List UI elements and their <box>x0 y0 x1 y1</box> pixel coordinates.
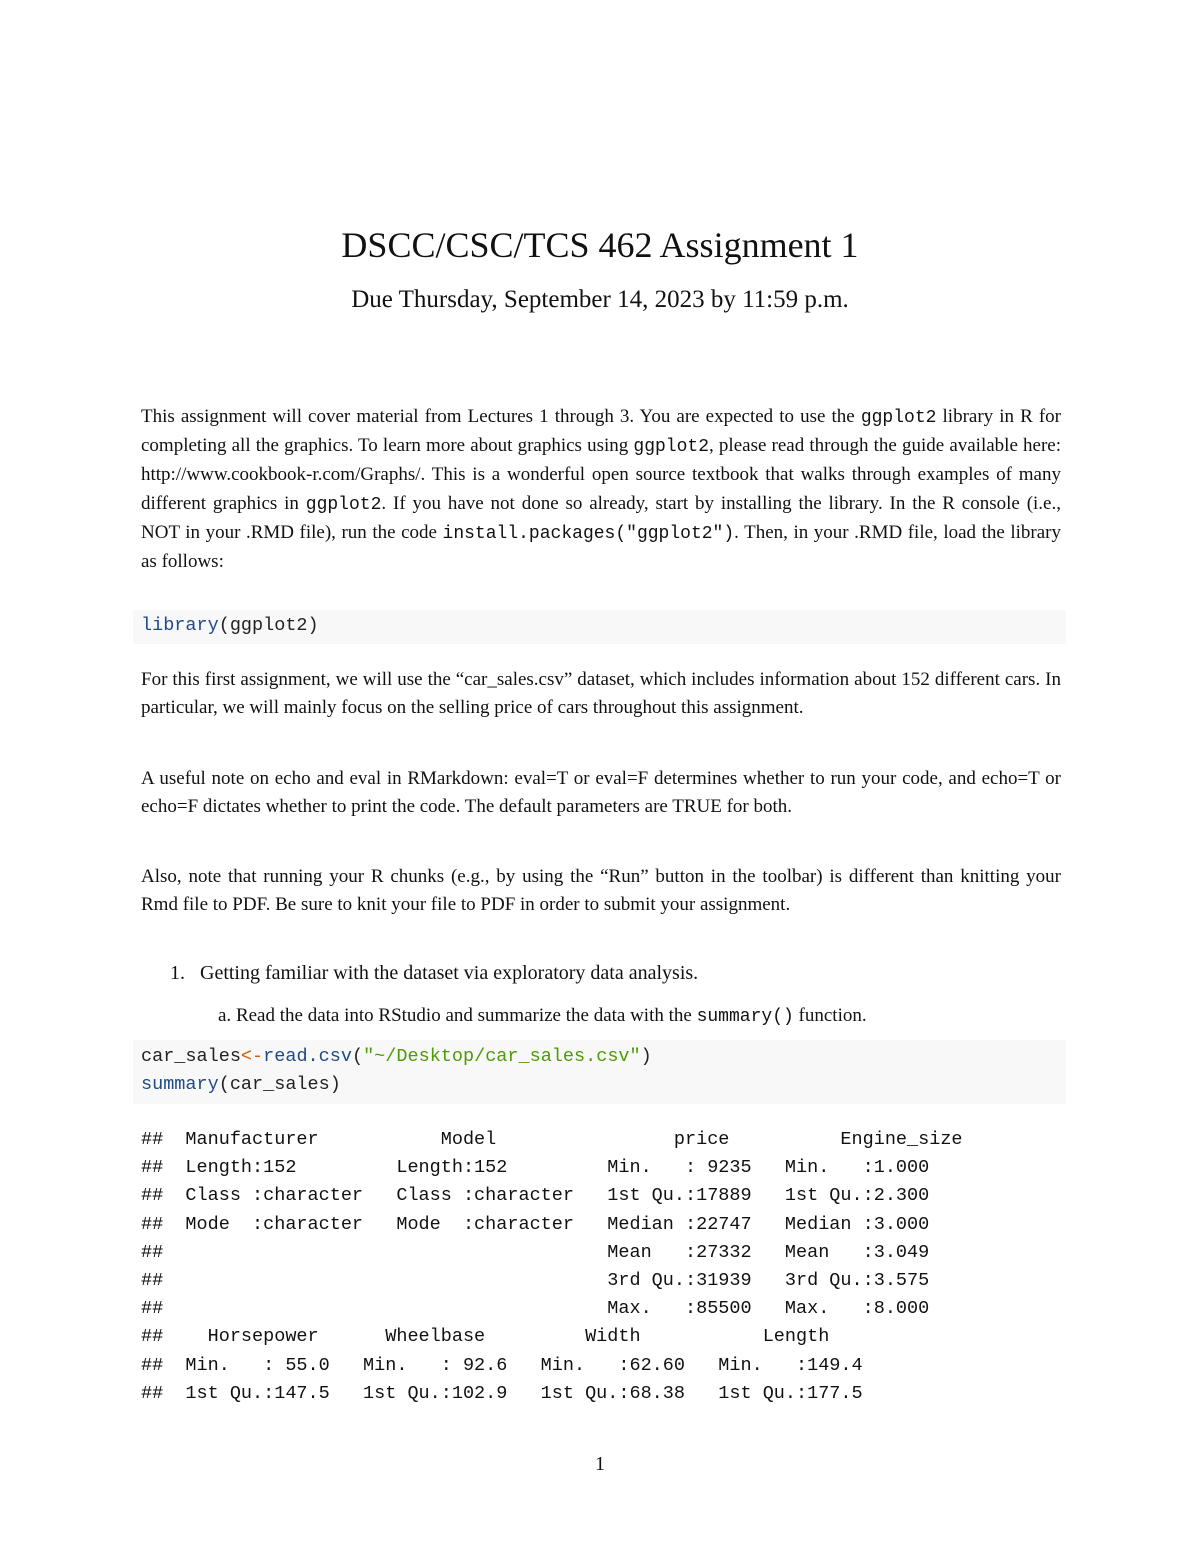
dataset-paragraph: For this first assignment, we will use the “car_sales.csv” dataset, which includes information about 152 different cars. In particular, we will mainly focus on the selling price of cars throughout this assignment. <box>141 669 1061 719</box>
code-args: (ggplot2) <box>218 615 319 636</box>
subquestion-text-1: Read the data into RStudio and summarize the data with the <box>235 1005 697 1026</box>
due-date: Due Thursday, September 14, 2023 by 11:59 p.m. <box>351 286 849 313</box>
inline-code-ggplot2: ggplot2 <box>633 437 710 458</box>
intro-text-3: , please read through the guide available here: http://www.cookbook-r.com/Graphs/. This is a wonderful open source textbook that walks through examples of many different graphics in <box>141 435 1061 514</box>
code-args: (car_sales) <box>218 1074 341 1095</box>
code-string: "~/Desktop/car_sales.csv" <box>363 1046 641 1067</box>
intro-text-2: library in R for completing all the graphics. To learn more about graphics using <box>141 406 1061 457</box>
inline-code-ggplot2: ggplot2 <box>860 408 937 428</box>
summary-output <box>141 1126 996 1408</box>
question-text: Getting familiar with the dataset via exploratory data analysis. <box>200 962 699 984</box>
output-line: ## 1st Qu.:147.5 1st Qu.:102.9 1st Qu.:68.38 1st Qu.:177.5 <box>141 1382 885 1404</box>
intro-text-5: . Then, in your .RMD file, load the library as follows: <box>141 521 1061 573</box>
output-line: ## Length:152 Length:152 Min. : 9235 Min. :1.000 <box>141 1157 952 1179</box>
output-line: ## Min. : 55.0 Min. : 92.6 Min. :62.60 Min. :149.4 <box>141 1354 885 1376</box>
output-line: ## Max. :85500 Max. :8.000 <box>141 1298 952 1320</box>
subquestion-label: a. <box>218 1005 232 1026</box>
subquestion-text-2: function. <box>793 1005 867 1026</box>
page-number: 1 <box>595 1453 605 1475</box>
question-number: 1. <box>170 962 185 984</box>
question-1a <box>218 1005 867 1027</box>
inline-code-ggplot2: ggplot2 <box>305 494 382 515</box>
output-line: ## 3rd Qu.:31939 3rd Qu.:3.575 <box>141 1270 952 1292</box>
page-title: DSCC/CSC/TCS 462 Assignment 1 <box>341 225 859 265</box>
output-line: ## Manufacturer Model price Engine_size <box>141 1129 996 1150</box>
code-variable: car_sales <box>141 1046 241 1067</box>
output-line: ## Horsepower Wheelbase Width Length <box>141 1326 885 1348</box>
knit-paragraph: Also, note that running your R chunks (e.g., by using the “Run” button in the toolbar) is different than knitting your Rmd file to PDF. Be sure to knit your file to PDF in order to submit your assignment. <box>141 866 1061 916</box>
code-paren: ) <box>640 1046 652 1067</box>
intro-text-1: This assignment will cover material from Lectures 1 through 3. You are expected to use the <box>141 406 861 427</box>
code-block-library <box>133 610 1066 644</box>
intro-paragraph <box>141 403 1061 576</box>
question-1 <box>170 962 698 985</box>
intro-text-4: . If you have not done so already, start by installing the library. In the R console (i.e., NOT in your .RMD file), run the code <box>141 492 1061 543</box>
code-function: read.csv <box>263 1046 352 1067</box>
code-operator: <- <box>240 1046 264 1067</box>
code-function: library <box>141 615 219 636</box>
output-line: ## Class :character Class :character 1st Qu.:17889 1st Qu.:2.300 <box>141 1185 952 1207</box>
output-line: ## Mean :27332 Mean :3.049 <box>141 1241 952 1263</box>
code-block-read-summary <box>133 1040 1066 1104</box>
inline-code-summary: summary() <box>696 1007 794 1027</box>
echo-eval-paragraph: A useful note on echo and eval in RMarkdown: eval=T or eval=F determines whether to run your code, and echo=T or echo=F dictates whether to print the code. The default parameters are TRUE for both. <box>141 768 1061 818</box>
output-line: ## Mode :character Mode :character Median :22747 Median :3.000 <box>141 1213 952 1235</box>
inline-code-install: install.packages("ggplot2") <box>442 523 735 544</box>
code-function: summary <box>141 1074 219 1095</box>
code-paren: ( <box>351 1046 364 1067</box>
